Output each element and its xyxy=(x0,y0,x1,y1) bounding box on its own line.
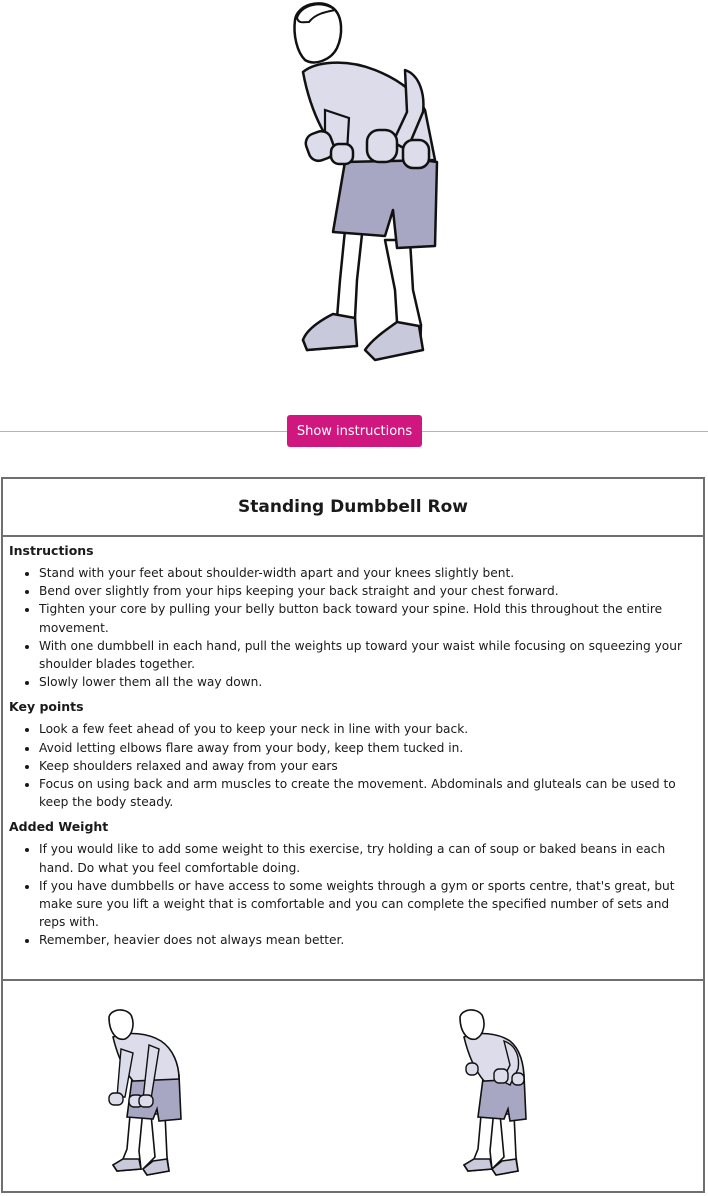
step-illustrations xyxy=(3,981,703,1189)
exercise-body xyxy=(3,537,703,981)
added-weight-heading: Added Weight xyxy=(9,819,109,835)
list-item: • Focus on using back and arm muscles to create the movement. Abdominals and gluteals can be used to keep the body steady. xyxy=(39,775,695,811)
show-instructions-button[interactable]: Show instructions xyxy=(287,415,422,447)
list-item: • Look a few feet ahead of you to keep your neck in line with your back. xyxy=(39,720,695,738)
list-item: • Remember, heavier does not always mean better. xyxy=(39,931,695,949)
exercise-illustration xyxy=(0,0,708,410)
list-item: • With one dumbbell in each hand, pull the weights up toward your waist while focusing on squeezing your shoulder blades together. xyxy=(39,637,695,673)
exercise-title: Standing Dumbbell Row xyxy=(3,479,703,537)
key-points-list xyxy=(9,720,695,811)
row-position-figure xyxy=(458,1009,548,1179)
start-position-figure xyxy=(103,1009,193,1179)
instructions-heading: Instructions xyxy=(9,543,94,558)
instructions-list xyxy=(9,564,695,691)
bent-over-row-figure xyxy=(285,0,445,365)
exercise-card xyxy=(1,477,705,1193)
list-item: • Bend over slightly from your hips keeping your back straight and your chest forward. xyxy=(39,582,695,600)
list-item: • Slowly lower them all the way down. xyxy=(39,673,695,691)
list-item: • If you would like to add some weight to this exercise, try holding a can of soup or baked beans in each hand. Do what you feel comfortable doing. xyxy=(39,840,695,876)
added-weight-list xyxy=(9,840,695,949)
list-item: • Keep shoulders relaxed and away from your ears xyxy=(39,757,695,775)
list-item: • Avoid letting elbows flare away from your body, keep them tucked in. xyxy=(39,739,695,757)
list-item: • Stand with your feet about shoulder-width apart and your knees slightly bent. xyxy=(39,564,695,582)
list-item: • If you have dumbbells or have access to some weights through a gym or sports centre, that's great, but make sure you lift a weight that is comfortable and you can complete the specified number of sets and reps with. xyxy=(39,877,695,932)
key-points-heading: Key points xyxy=(9,699,84,715)
list-item: • Tighten your core by pulling your belly button back toward your spine. Hold this throughout the entire movement. xyxy=(39,600,695,636)
